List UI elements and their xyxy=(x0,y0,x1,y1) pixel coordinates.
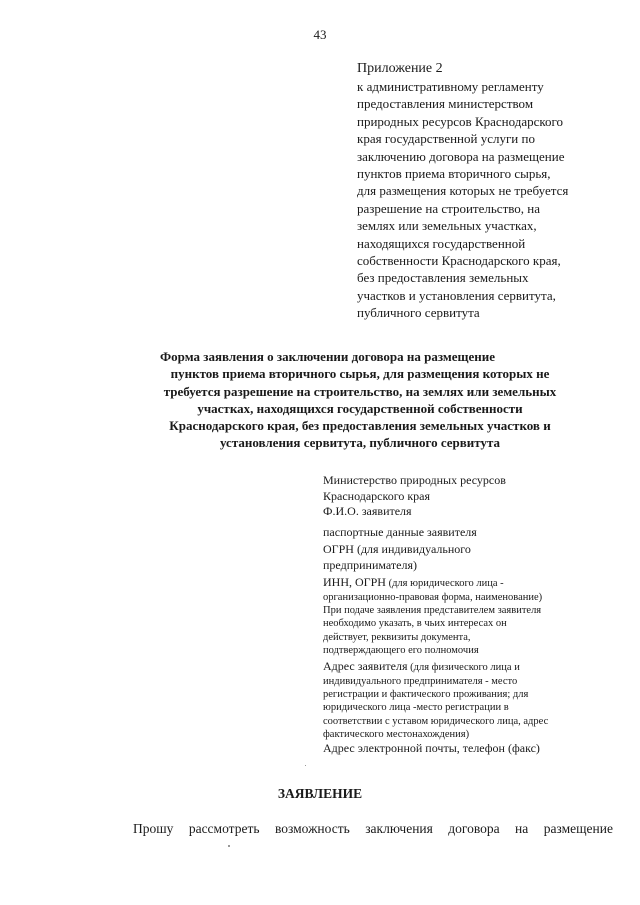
applicant-fio: Ф.И.О. заявителя xyxy=(323,504,412,518)
inn-line xyxy=(323,573,623,591)
form-title-line: Краснодарского края, без предоставления земельных участков и xyxy=(169,418,551,434)
scan-speck xyxy=(228,845,230,847)
appendix-line: края государственной услуги по xyxy=(357,131,535,147)
ministry-line: Министерство природных ресурсов xyxy=(323,473,506,487)
inn-line-2: организационно-правовая форма, наименование) xyxy=(323,592,543,603)
body-word: заключения xyxy=(365,821,433,836)
inn-note: (для юридического лица - xyxy=(385,578,504,589)
address-label: Адрес заявителя xyxy=(323,659,408,674)
inn-label: ИНН, ОГРН xyxy=(323,575,386,589)
statement-body xyxy=(133,820,613,837)
address-note: (для физического лица и xyxy=(407,662,520,674)
applicant-passport: паспортные данные заявителя xyxy=(323,524,477,539)
body-word: возможность xyxy=(274,821,350,836)
contacts-line: Адрес электронной почты, телефон (факс) xyxy=(323,741,540,756)
statement-heading: ЗАЯВЛЕНИЕ xyxy=(277,786,363,801)
address-detail-line: фактического местонахождения) xyxy=(323,728,470,740)
representative-line: действует, реквизиты документа, xyxy=(323,631,471,643)
form-title-line: установления сервитута, публичного сервитута xyxy=(219,435,501,451)
appendix-line: для размещения которых не требуется xyxy=(357,183,569,199)
appendix-title: Приложение 2 xyxy=(357,61,443,76)
ogrn-line: предпринимателя) xyxy=(323,557,417,572)
scan-speck xyxy=(305,765,306,766)
address-detail-line: юридического лица -место регистрации в xyxy=(323,702,509,714)
address-detail-line: соответствии с уставом юридического лица, адрес xyxy=(323,715,549,727)
page-number: 43 xyxy=(313,27,327,42)
body-word: Прошу xyxy=(133,821,174,836)
appendix-line: природных ресурсов Краснодарского xyxy=(357,113,564,129)
appendix-line: разрешение на строительство, на xyxy=(357,200,541,216)
representative-line: подтверждающего его полномочия xyxy=(323,644,479,656)
body-word: размещение xyxy=(543,821,613,836)
addressee-block xyxy=(323,473,623,757)
appendix-line: публичного сервитута xyxy=(357,305,480,321)
appendix-line: собственности Краснодарского края, xyxy=(357,253,561,269)
appendix-line: без предоставления земельных xyxy=(357,270,529,286)
form-title xyxy=(100,348,620,452)
address-detail-line: регистрации и фактического проживания; для xyxy=(323,689,529,701)
appendix-line: землях или земельных участках, xyxy=(357,218,537,234)
address-detail-line: индивидуального предпринимателя - место xyxy=(323,676,518,688)
body-word: договора xyxy=(448,821,500,836)
appendix-block xyxy=(357,60,627,322)
appendix-line: предоставления министерством xyxy=(357,96,534,112)
body-word: рассмотреть xyxy=(188,821,260,836)
form-title-line: пунктов приема вторичного сырья, для размещения которых не xyxy=(170,366,550,382)
representative-line: При подаче заявления представителем заявителя xyxy=(323,605,542,617)
form-title-line: участках, находящихся государственной собственности xyxy=(197,400,523,416)
form-title-line: требуется разрешение на строительство, на землях или земельных xyxy=(163,383,557,399)
appendix-line: к административному регламенту xyxy=(357,79,544,94)
appendix-line: находящихся государственной xyxy=(357,235,526,251)
address-line xyxy=(323,657,623,675)
ministry-line: Краснодарского края xyxy=(323,488,431,503)
ogrn-line: ОГРН (для индивидуального xyxy=(323,542,471,556)
appendix-line: заключению договора на размещение xyxy=(357,148,565,164)
form-title-line: Форма заявления о заключении договора на размещение xyxy=(160,349,496,364)
appendix-line: участков и установления сервитута, xyxy=(357,287,556,303)
representative-line: необходимо указать, в чьих интересах он xyxy=(323,618,507,630)
body-word: на xyxy=(515,821,529,836)
appendix-line: пунктов приема вторичного сырья, xyxy=(357,166,551,182)
